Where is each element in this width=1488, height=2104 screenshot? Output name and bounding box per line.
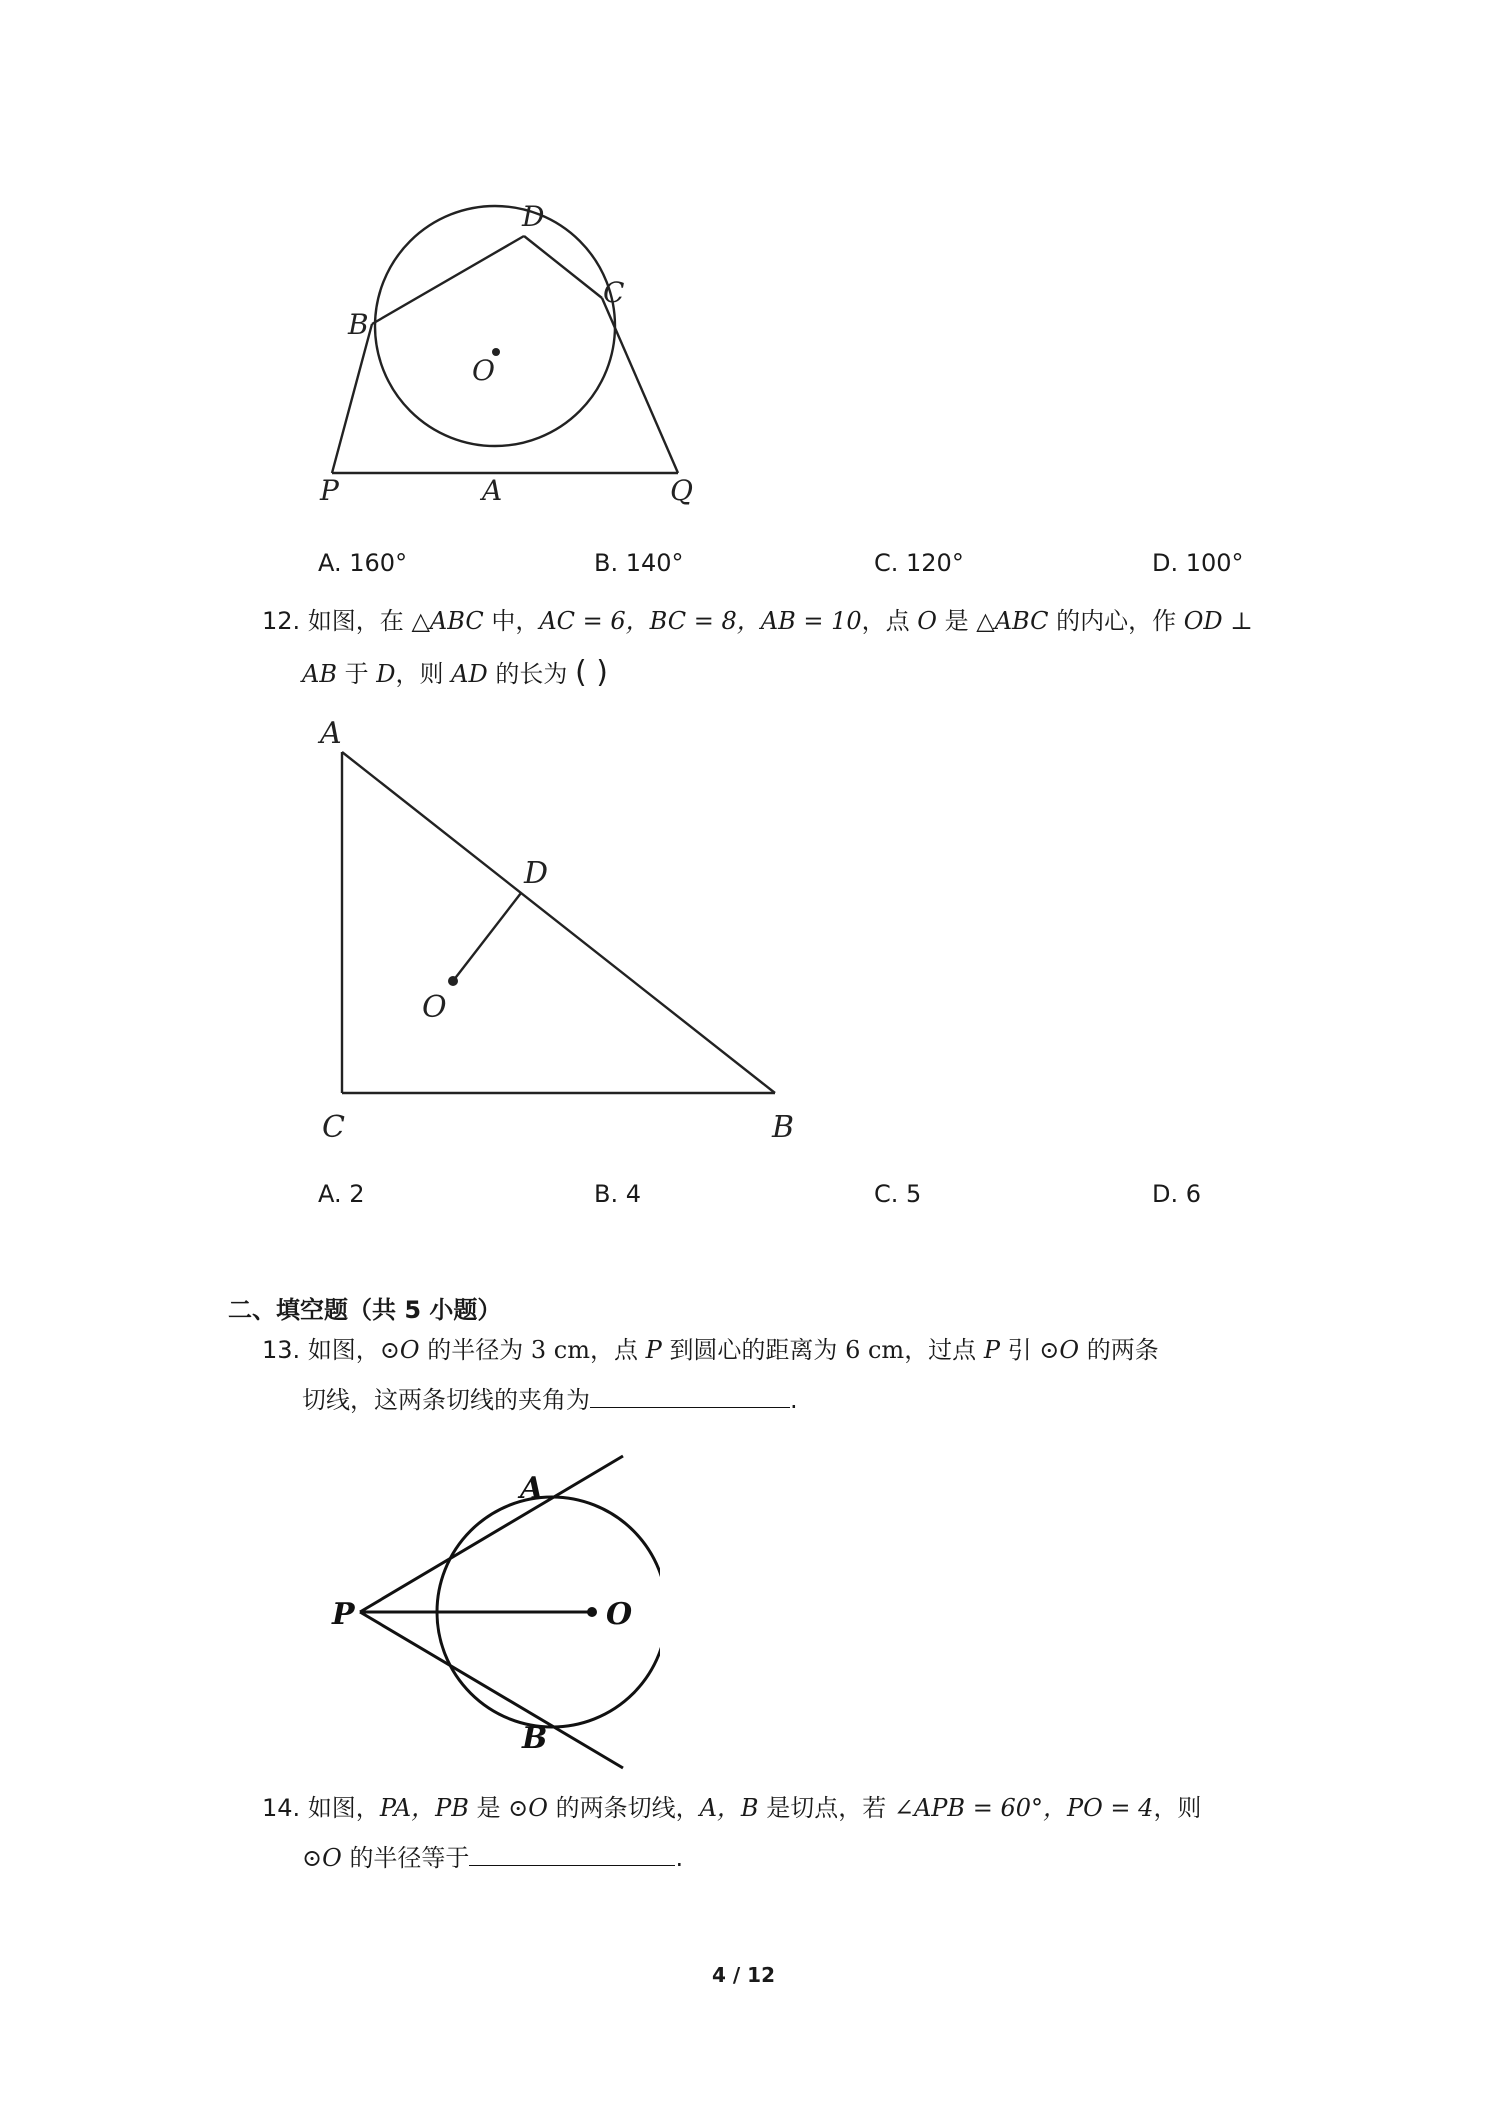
math: P bbox=[645, 1336, 662, 1364]
q11-choice-a[interactable]: A. 160° bbox=[318, 549, 408, 577]
section-title: 二、填空题（共 5 小题） bbox=[228, 1296, 502, 1324]
figure-q12 bbox=[310, 705, 830, 1155]
label-o: O bbox=[606, 1597, 633, 1632]
math: ⊙O bbox=[508, 1794, 548, 1822]
text: 如图， bbox=[307, 1336, 380, 1364]
math: AB bbox=[302, 660, 337, 688]
label-a: A bbox=[320, 716, 342, 751]
text: 的半径为 bbox=[427, 1336, 524, 1364]
answer-blank[interactable] bbox=[590, 1385, 790, 1408]
text: ，点 bbox=[861, 607, 910, 635]
q13-line-1 bbox=[262, 1325, 1159, 1375]
circle-o bbox=[375, 206, 615, 446]
math: AD bbox=[451, 660, 488, 688]
segment-cq bbox=[602, 298, 678, 473]
figure-q13 bbox=[320, 1440, 660, 1770]
label-d: D bbox=[522, 200, 545, 233]
math: OD ⊥ bbox=[1183, 607, 1253, 635]
label-c: C bbox=[603, 276, 625, 309]
q11-choice-b[interactable]: B. 140° bbox=[594, 549, 684, 577]
math: ∠APB = 60°，PO = 4 bbox=[893, 1794, 1154, 1822]
text: 如图， bbox=[307, 1794, 380, 1822]
math: ⊙O bbox=[302, 1844, 342, 1872]
math: D bbox=[376, 660, 396, 688]
q12-line-1 bbox=[262, 596, 1253, 646]
text: ，点 bbox=[590, 1336, 638, 1364]
label-b: B bbox=[522, 1721, 548, 1756]
segment-od bbox=[453, 893, 521, 981]
answer-paren[interactable]: ( ) bbox=[575, 655, 608, 690]
text: 是 bbox=[476, 1794, 501, 1822]
math: O bbox=[917, 607, 937, 635]
q11-choice-c[interactable]: C. 120° bbox=[874, 549, 964, 577]
label-a: A bbox=[482, 474, 503, 507]
label-c: C bbox=[322, 1110, 345, 1145]
page-number: 4 / 12 bbox=[712, 1963, 775, 1987]
text: ，则 bbox=[395, 660, 444, 688]
math: ⊙O bbox=[379, 1336, 420, 1364]
math: PA，PB bbox=[379, 1794, 469, 1822]
q12-line-2 bbox=[302, 648, 608, 699]
segment-dc bbox=[524, 236, 602, 298]
label-o: O bbox=[422, 990, 447, 1025]
q12-choice-b[interactable]: B. 4 bbox=[594, 1180, 641, 1208]
text: 于 bbox=[344, 660, 369, 688]
figure-q11 bbox=[300, 190, 720, 520]
text: ，则 bbox=[1153, 1794, 1202, 1822]
label-p: P bbox=[320, 474, 339, 507]
q13-line-2 bbox=[302, 1375, 798, 1425]
text: 中， bbox=[491, 607, 540, 635]
segment-pb bbox=[332, 324, 372, 473]
text: 的两条切线， bbox=[555, 1794, 700, 1822]
text: 的半径等于 bbox=[349, 1844, 470, 1872]
text: . bbox=[675, 1844, 684, 1872]
text: 如图，在 bbox=[307, 607, 404, 635]
text: 引 bbox=[1007, 1336, 1032, 1364]
tangent-pb bbox=[360, 1612, 623, 1768]
segment-bd bbox=[372, 236, 524, 324]
label-b: B bbox=[772, 1110, 795, 1145]
q12-choice-d[interactable]: D. 6 bbox=[1152, 1180, 1202, 1208]
text: 的两条 bbox=[1086, 1336, 1159, 1364]
label-d: D bbox=[524, 856, 549, 891]
label-a: A bbox=[520, 1471, 544, 1506]
q14-line-2 bbox=[302, 1833, 683, 1883]
q11-choice-d[interactable]: D. 100° bbox=[1152, 549, 1244, 577]
text: 到圆心的距离为 bbox=[669, 1336, 838, 1364]
label-b: B bbox=[348, 308, 369, 341]
q14-line-1 bbox=[262, 1783, 1201, 1833]
text: 的长为 bbox=[495, 660, 568, 688]
text: 是切点，若 bbox=[766, 1794, 887, 1822]
text: ，过点 bbox=[904, 1336, 977, 1364]
math: △ABC bbox=[976, 607, 1049, 635]
tangent-pa bbox=[360, 1456, 623, 1612]
q12-choice-c[interactable]: C. 5 bbox=[874, 1180, 922, 1208]
math: P bbox=[983, 1336, 1000, 1364]
text: 的内心，作 bbox=[1056, 607, 1177, 635]
label-p: P bbox=[332, 1597, 355, 1632]
segment-ab bbox=[342, 752, 775, 1093]
question-number: 13. bbox=[262, 1336, 301, 1364]
label-q: Q bbox=[670, 474, 693, 507]
math: AC = 6，BC = 8，AB = 10 bbox=[539, 607, 862, 635]
question-number: 12. bbox=[262, 607, 301, 635]
math: A，B bbox=[699, 1794, 759, 1822]
center-dot-o bbox=[587, 1607, 597, 1617]
text: . bbox=[790, 1386, 798, 1414]
text: 是 bbox=[944, 607, 969, 635]
incenter-dot-o bbox=[448, 976, 458, 986]
math: 3 cm bbox=[530, 1336, 590, 1364]
q12-choice-a[interactable]: A. 2 bbox=[318, 1180, 365, 1208]
question-number: 14. bbox=[262, 1794, 301, 1822]
math: ⊙O bbox=[1039, 1336, 1080, 1364]
text: 切线，这两条切线的夹角为 bbox=[302, 1386, 590, 1414]
answer-blank[interactable] bbox=[469, 1843, 675, 1866]
math: 6 cm bbox=[845, 1336, 905, 1364]
label-o: O bbox=[472, 354, 495, 387]
math: △ABC bbox=[411, 607, 484, 635]
